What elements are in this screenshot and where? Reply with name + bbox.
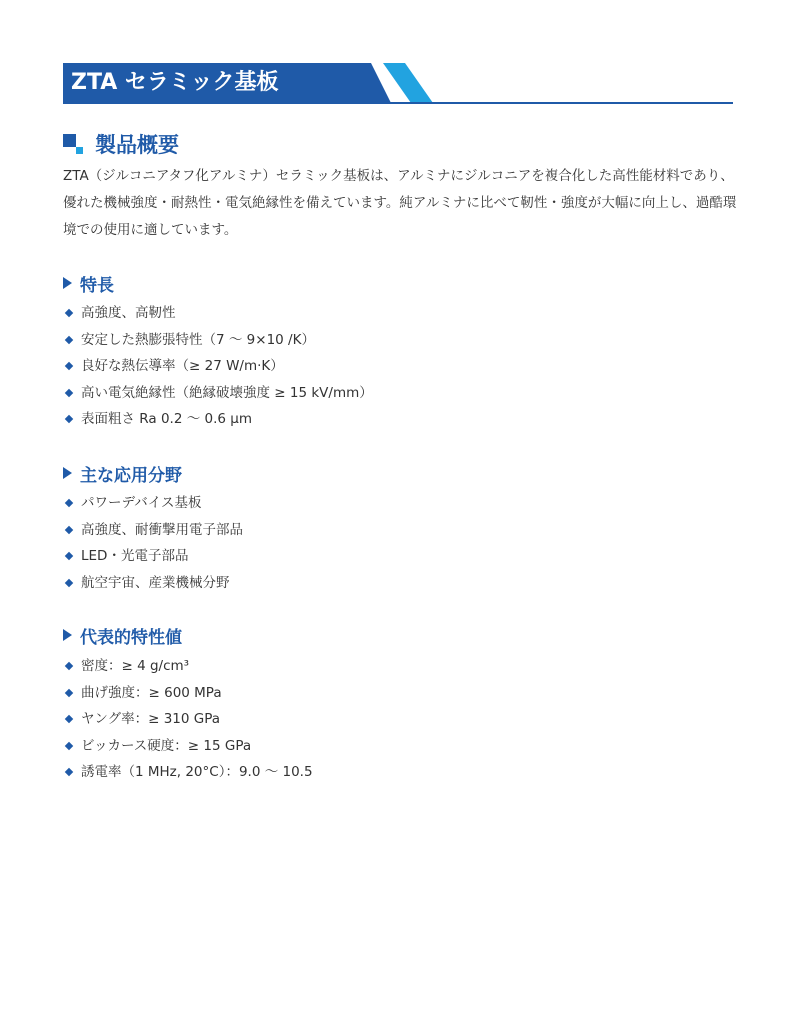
applications-heading: 主な応用分野	[80, 465, 182, 486]
triangle-marker-icon	[63, 467, 72, 479]
diamond-bullet-icon	[65, 389, 73, 397]
list-item: ヤング率：≥ 310 GPa	[63, 706, 313, 733]
diamond-bullet-icon	[65, 689, 73, 697]
properties-heading-row	[63, 622, 182, 648]
diamond-bullet-icon	[65, 742, 73, 750]
list-item: 表面粗さ Ra 0.2 ～ 0.6 µm	[63, 406, 373, 433]
title-underline	[63, 102, 733, 104]
list-item: 高強度、高靭性	[63, 300, 373, 327]
diamond-bullet-icon	[65, 552, 73, 560]
list-item: 曲げ強度：≥ 600 MPa	[63, 680, 313, 707]
triangle-marker-icon	[63, 277, 72, 289]
applications-heading-row	[63, 460, 182, 486]
blue-square-icon	[63, 134, 83, 154]
properties-heading: 代表的特性値	[80, 627, 182, 648]
list-item: 良好な熱伝導率（≥ 27 W/m·K）	[63, 353, 373, 380]
applications-list	[63, 490, 243, 596]
overview-heading: 製品概要	[95, 133, 179, 157]
list-item: 誘電率（1 MHz, 20°C）：9.0 ～ 10.5	[63, 759, 313, 786]
diamond-bullet-icon	[65, 715, 73, 723]
title-tab-slant	[343, 63, 438, 105]
title-banner	[63, 63, 733, 105]
list-item: 高い電気絶縁性（絶縁破壊強度 ≥ 15 kV/mm）	[63, 380, 373, 407]
diamond-bullet-icon	[65, 768, 73, 776]
page-title: ZTA セラミック基板	[71, 70, 279, 95]
properties-list	[63, 653, 313, 786]
diamond-bullet-icon	[65, 579, 73, 587]
triangle-marker-icon	[63, 629, 72, 641]
diamond-bullet-icon	[65, 526, 73, 534]
diamond-bullet-icon	[65, 309, 73, 317]
diamond-bullet-icon	[65, 362, 73, 370]
diamond-bullet-icon	[65, 336, 73, 344]
list-item: 高強度、耐衝撃用電子部品	[63, 517, 243, 544]
diamond-bullet-icon	[65, 499, 73, 507]
list-item: LED・光電子部品	[63, 543, 243, 570]
overview-text: ZTA（ジルコニアタフ化アルミナ）セラミック基板は、アルミナにジルコニアを複合化した高性能材料であり、優れた機械強度・耐熱性・電気絶縁性を備えています。純アルミナに比べて靭性・強度が大幅に向上し、過酷環境での使用に適しています。	[63, 168, 737, 238]
list-item: パワーデバイス基板	[63, 490, 243, 517]
list-item: 航空宇宙、産業機械分野	[63, 570, 243, 597]
list-item: 密度：≥ 4 g/cm³	[63, 653, 313, 680]
features-heading-row	[63, 270, 114, 296]
features-list	[63, 300, 373, 433]
list-item: ビッカース硬度：≥ 15 GPa	[63, 733, 313, 760]
list-item: 安定した熱膨張特性（7 ～ 9×10 /K）	[63, 327, 373, 354]
overview-heading-row	[63, 128, 179, 160]
features-heading: 特長	[80, 275, 114, 296]
diamond-bullet-icon	[65, 415, 73, 423]
diamond-bullet-icon	[65, 662, 73, 670]
